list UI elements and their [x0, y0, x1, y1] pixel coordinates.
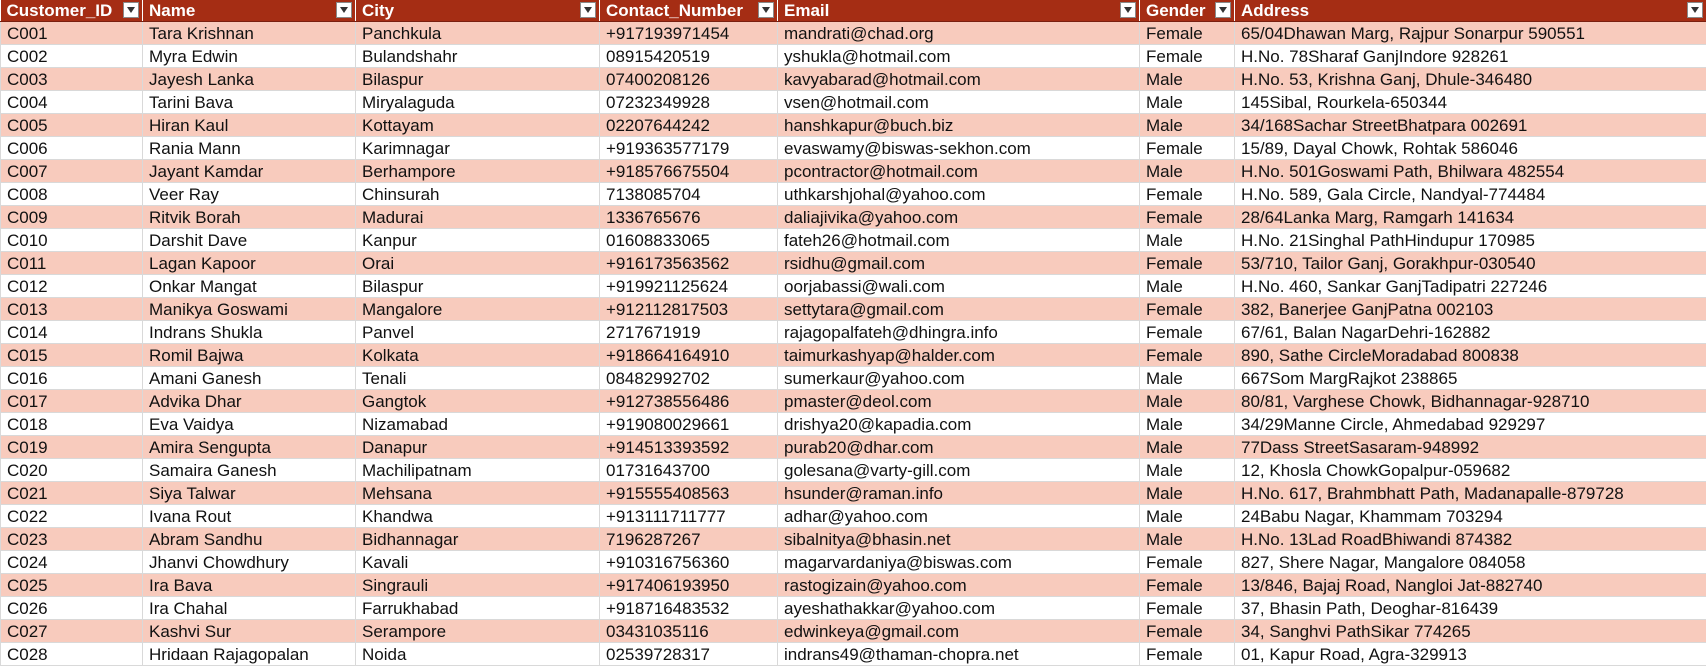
- cell-id[interactable]: C003: [1, 68, 143, 91]
- cell-gender[interactable]: Male: [1140, 68, 1235, 91]
- cell-address[interactable]: 65/04Dhawan Marg, Rajpur Sonarpur 590551: [1235, 22, 1706, 45]
- cell-name[interactable]: Amira Sengupta: [143, 436, 356, 459]
- cell-contact[interactable]: 01731643700: [600, 459, 778, 482]
- cell-contact[interactable]: 03431035116: [600, 620, 778, 643]
- cell-email[interactable]: indrans49@thaman-chopra.net: [778, 643, 1140, 666]
- cell-name[interactable]: Hridaan Rajagopalan: [143, 643, 356, 666]
- column-header-label: Email: [784, 1, 830, 20]
- cell-address[interactable]: 13/846, Bajaj Road, Nangloi Jat-882740: [1235, 574, 1706, 597]
- cell-address[interactable]: 53/710, Tailor Ganj, Gorakhpur-030540: [1235, 252, 1706, 275]
- chevron-down-icon: [127, 7, 135, 13]
- cell-email[interactable]: yshukla@hotmail.com: [778, 45, 1140, 68]
- cell-gender[interactable]: Female: [1140, 321, 1235, 344]
- cell-email[interactable]: daliajivika@yahoo.com: [778, 206, 1140, 229]
- table-row: [1, 137, 1706, 160]
- cell-city[interactable]: Serampore: [356, 620, 600, 643]
- cell-name[interactable]: Lagan Kapoor: [143, 252, 356, 275]
- cell-address[interactable]: 34/29Manne Circle, Ahmedabad 929297: [1235, 413, 1706, 436]
- cell-email[interactable]: vsen@hotmail.com: [778, 91, 1140, 114]
- table-row: [1, 206, 1706, 229]
- chevron-down-icon: [1219, 7, 1227, 13]
- cell-id[interactable]: C009: [1, 206, 143, 229]
- filter-dropdown-button[interactable]: [758, 2, 774, 18]
- column-header-contact[interactable]: [600, 0, 778, 22]
- cell-contact[interactable]: +917406193950: [600, 574, 778, 597]
- column-header-address[interactable]: [1235, 0, 1706, 22]
- cell-city[interactable]: Kottayam: [356, 114, 600, 137]
- cell-name[interactable]: Jayesh Lanka: [143, 68, 356, 91]
- column-header-label: Contact_Number: [606, 1, 743, 20]
- cell-gender[interactable]: Female: [1140, 620, 1235, 643]
- cell-name[interactable]: Siya Talwar: [143, 482, 356, 505]
- cell-email[interactable]: hanshkapur@buch.biz: [778, 114, 1140, 137]
- cell-gender[interactable]: Male: [1140, 528, 1235, 551]
- cell-address[interactable]: 80/81, Varghese Chowk, Bidhannagar-928710: [1235, 390, 1706, 413]
- cell-email[interactable]: pmaster@deol.com: [778, 390, 1140, 413]
- table-body: [1, 22, 1706, 666]
- cell-email[interactable]: purab20@dhar.com: [778, 436, 1140, 459]
- cell-gender[interactable]: Male: [1140, 436, 1235, 459]
- cell-name[interactable]: Hiran Kaul: [143, 114, 356, 137]
- chevron-down-icon: [584, 7, 592, 13]
- cell-email[interactable]: kavyabarad@hotmail.com: [778, 68, 1140, 91]
- cell-address[interactable]: 77Dass StreetSasaram-948992: [1235, 436, 1706, 459]
- cell-city[interactable]: Miryalaguda: [356, 91, 600, 114]
- cell-address[interactable]: H.No. 460, Sankar GanjTadipatri 227246: [1235, 275, 1706, 298]
- table-row: [1, 68, 1706, 91]
- cell-gender[interactable]: Female: [1140, 298, 1235, 321]
- table-row: [1, 229, 1706, 252]
- cell-email[interactable]: magarvardaniya@biswas.com: [778, 551, 1140, 574]
- cell-id[interactable]: C004: [1, 91, 143, 114]
- column-header-label: Address: [1241, 1, 1310, 20]
- cell-contact[interactable]: +919080029661: [600, 413, 778, 436]
- cell-address[interactable]: 24Babu Nagar, Khammam 703294: [1235, 505, 1706, 528]
- cell-email[interactable]: evaswamy@biswas-sekhon.com: [778, 137, 1140, 160]
- cell-email[interactable]: mandrati@chad.org: [778, 22, 1140, 45]
- cell-name[interactable]: Onkar Mangat: [143, 275, 356, 298]
- chevron-down-icon: [1691, 7, 1699, 13]
- cell-address[interactable]: H.No. 78Sharaf GanjIndore 928261: [1235, 45, 1706, 68]
- column-header-city[interactable]: [356, 0, 600, 22]
- cell-name[interactable]: Ira Bava: [143, 574, 356, 597]
- cell-address[interactable]: 01, Kapur Road, Agra-329913: [1235, 643, 1706, 666]
- cell-city[interactable]: Karimnagar: [356, 137, 600, 160]
- cell-email[interactable]: sumerkaur@yahoo.com: [778, 367, 1140, 390]
- cell-contact[interactable]: +918664164910: [600, 344, 778, 367]
- cell-address[interactable]: 34, Sanghvi PathSikar 774265: [1235, 620, 1706, 643]
- column-header-label: Gender: [1146, 1, 1206, 20]
- cell-id[interactable]: C015: [1, 344, 143, 367]
- table-row: [1, 390, 1706, 413]
- cell-contact[interactable]: +917193971454: [600, 22, 778, 45]
- cell-id[interactable]: C007: [1, 160, 143, 183]
- filter-dropdown-button[interactable]: [336, 2, 352, 18]
- cell-email[interactable]: oorjabassi@wali.com: [778, 275, 1140, 298]
- table-row: [1, 114, 1706, 137]
- cell-name[interactable]: Tarini Bava: [143, 91, 356, 114]
- cell-city[interactable]: Bilaspur: [356, 68, 600, 91]
- cell-contact[interactable]: +912112817503: [600, 298, 778, 321]
- cell-id[interactable]: C023: [1, 528, 143, 551]
- cell-gender[interactable]: Male: [1140, 505, 1235, 528]
- cell-city[interactable]: Kavali: [356, 551, 600, 574]
- cell-contact[interactable]: 07400208126: [600, 68, 778, 91]
- cell-city[interactable]: Farrukhabad: [356, 597, 600, 620]
- cell-contact[interactable]: +913111711777: [600, 505, 778, 528]
- column-header-gender[interactable]: [1140, 0, 1235, 22]
- cell-gender[interactable]: Male: [1140, 229, 1235, 252]
- cell-id[interactable]: C008: [1, 183, 143, 206]
- table-row: [1, 45, 1706, 68]
- table-row: [1, 528, 1706, 551]
- cell-address[interactable]: H.No. 501Goswami Path, Bhilwara 482554: [1235, 160, 1706, 183]
- column-header-email[interactable]: [778, 0, 1140, 22]
- cell-id[interactable]: C013: [1, 298, 143, 321]
- cell-name[interactable]: Rania Mann: [143, 137, 356, 160]
- cell-gender[interactable]: Male: [1140, 275, 1235, 298]
- cell-contact[interactable]: 7196287267: [600, 528, 778, 551]
- cell-city[interactable]: Nizamabad: [356, 413, 600, 436]
- cell-city[interactable]: Danapur: [356, 436, 600, 459]
- table-row: [1, 22, 1706, 45]
- cell-contact[interactable]: +918716483532: [600, 597, 778, 620]
- cell-email[interactable]: adhar@yahoo.com: [778, 505, 1140, 528]
- cell-name[interactable]: Eva Vaidya: [143, 413, 356, 436]
- cell-contact[interactable]: +915555408563: [600, 482, 778, 505]
- column-header-label: City: [362, 1, 395, 20]
- cell-city[interactable]: Bidhannagar: [356, 528, 600, 551]
- cell-name[interactable]: Myra Edwin: [143, 45, 356, 68]
- cell-address[interactable]: 667Som MargRajkot 238865: [1235, 367, 1706, 390]
- cell-email[interactable]: hsunder@raman.info: [778, 482, 1140, 505]
- cell-city[interactable]: Mehsana: [356, 482, 600, 505]
- column-header-label: Customer_ID: [6, 1, 113, 20]
- table-row: [1, 459, 1706, 482]
- cell-email[interactable]: sibalnitya@bhasin.net: [778, 528, 1140, 551]
- cell-city[interactable]: Panchkula: [356, 22, 600, 45]
- table-row: [1, 321, 1706, 344]
- cell-address[interactable]: H.No. 617, Brahmbhatt Path, Madanapalle-879728: [1235, 482, 1706, 505]
- cell-email[interactable]: rastogizain@yahoo.com: [778, 574, 1140, 597]
- cell-city[interactable]: Mangalore: [356, 298, 600, 321]
- cell-gender[interactable]: Female: [1140, 206, 1235, 229]
- cell-gender[interactable]: Female: [1140, 22, 1235, 45]
- filter-dropdown-button[interactable]: [123, 2, 139, 18]
- cell-id[interactable]: C021: [1, 482, 143, 505]
- cell-id[interactable]: C005: [1, 114, 143, 137]
- cell-gender[interactable]: Male: [1140, 459, 1235, 482]
- table-row: [1, 252, 1706, 275]
- cell-name[interactable]: Ira Chahal: [143, 597, 356, 620]
- cell-name[interactable]: Ivana Rout: [143, 505, 356, 528]
- cell-name[interactable]: Kashvi Sur: [143, 620, 356, 643]
- cell-gender[interactable]: Female: [1140, 252, 1235, 275]
- cell-id[interactable]: C012: [1, 275, 143, 298]
- cell-id[interactable]: C010: [1, 229, 143, 252]
- cell-city[interactable]: Orai: [356, 252, 600, 275]
- cell-email[interactable]: ayeshathakkar@yahoo.com: [778, 597, 1140, 620]
- cell-contact[interactable]: +914513393592: [600, 436, 778, 459]
- chevron-down-icon: [340, 7, 348, 13]
- cell-id[interactable]: C019: [1, 436, 143, 459]
- cell-address[interactable]: H.No. 13Lad RoadBhiwandi 874382: [1235, 528, 1706, 551]
- cell-name[interactable]: Darshit Dave: [143, 229, 356, 252]
- chevron-down-icon: [762, 7, 770, 13]
- cell-name[interactable]: Tara Krishnan: [143, 22, 356, 45]
- cell-contact[interactable]: +910316756360: [600, 551, 778, 574]
- cell-gender[interactable]: Female: [1140, 643, 1235, 666]
- cell-gender[interactable]: Male: [1140, 367, 1235, 390]
- cell-address[interactable]: 67/61, Balan NagarDehri-162882: [1235, 321, 1706, 344]
- cell-address[interactable]: H.No. 21Singhal PathHindupur 170985: [1235, 229, 1706, 252]
- cell-name[interactable]: Romil Bajwa: [143, 344, 356, 367]
- cell-email[interactable]: drishya20@kapadia.com: [778, 413, 1140, 436]
- column-header-id[interactable]: [1, 0, 143, 22]
- table-row: [1, 91, 1706, 114]
- cell-name[interactable]: Veer Ray: [143, 183, 356, 206]
- cell-contact[interactable]: 1336765676: [600, 206, 778, 229]
- cell-address[interactable]: 34/168Sachar StreetBhatpara 002691: [1235, 114, 1706, 137]
- cell-city[interactable]: Bulandshahr: [356, 45, 600, 68]
- cell-address[interactable]: H.No. 53, Krishna Ganj, Dhule-346480: [1235, 68, 1706, 91]
- cell-address[interactable]: 15/89, Dayal Chowk, Rohtak 586046: [1235, 137, 1706, 160]
- filter-dropdown-button[interactable]: [580, 2, 596, 18]
- cell-name[interactable]: Abram Sandhu: [143, 528, 356, 551]
- cell-email[interactable]: edwinkeya@gmail.com: [778, 620, 1140, 643]
- cell-id[interactable]: C001: [1, 22, 143, 45]
- cell-address[interactable]: 890, Sathe CircleMoradabad 800838: [1235, 344, 1706, 367]
- table-row: [1, 275, 1706, 298]
- cell-id[interactable]: C027: [1, 620, 143, 643]
- cell-contact[interactable]: 08482992702: [600, 367, 778, 390]
- table-row: [1, 183, 1706, 206]
- cell-name[interactable]: Ritvik Borah: [143, 206, 356, 229]
- cell-contact[interactable]: +918576675504: [600, 160, 778, 183]
- table-row: [1, 482, 1706, 505]
- cell-name[interactable]: Jayant Kamdar: [143, 160, 356, 183]
- cell-name[interactable]: Manikya Goswami: [143, 298, 356, 321]
- cell-id[interactable]: C011: [1, 252, 143, 275]
- cell-contact[interactable]: 02539728317: [600, 643, 778, 666]
- cell-id[interactable]: C006: [1, 137, 143, 160]
- table-row: [1, 551, 1706, 574]
- chevron-down-icon: [1124, 7, 1132, 13]
- cell-city[interactable]: Noida: [356, 643, 600, 666]
- cell-city[interactable]: Khandwa: [356, 505, 600, 528]
- table-row: [1, 160, 1706, 183]
- cell-gender[interactable]: Female: [1140, 597, 1235, 620]
- table-header: [1, 0, 1706, 22]
- table-row: [1, 643, 1706, 666]
- cell-id[interactable]: C026: [1, 597, 143, 620]
- cell-gender[interactable]: Male: [1140, 413, 1235, 436]
- cell-gender[interactable]: Male: [1140, 160, 1235, 183]
- cell-id[interactable]: C022: [1, 505, 143, 528]
- cell-city[interactable]: Singrauli: [356, 574, 600, 597]
- cell-city[interactable]: Bilaspur: [356, 275, 600, 298]
- cell-city[interactable]: Chinsurah: [356, 183, 600, 206]
- table-row: [1, 505, 1706, 528]
- column-header-name[interactable]: [143, 0, 356, 22]
- cell-id[interactable]: C024: [1, 551, 143, 574]
- cell-city[interactable]: Berhampore: [356, 160, 600, 183]
- table-row: [1, 436, 1706, 459]
- cell-contact[interactable]: 02207644242: [600, 114, 778, 137]
- cell-gender[interactable]: Female: [1140, 137, 1235, 160]
- table-row: [1, 413, 1706, 436]
- cell-contact[interactable]: 2717671919: [600, 321, 778, 344]
- cell-email[interactable]: fateh26@hotmail.com: [778, 229, 1140, 252]
- cell-contact[interactable]: 08915420519: [600, 45, 778, 68]
- cell-city[interactable]: Kanpur: [356, 229, 600, 252]
- cell-gender[interactable]: Female: [1140, 45, 1235, 68]
- cell-id[interactable]: C025: [1, 574, 143, 597]
- cell-name[interactable]: Indrans Shukla: [143, 321, 356, 344]
- cell-id[interactable]: C028: [1, 643, 143, 666]
- cell-id[interactable]: C016: [1, 367, 143, 390]
- filter-dropdown-button[interactable]: [1120, 2, 1136, 18]
- cell-address[interactable]: 145Sibal, Rourkela-650344: [1235, 91, 1706, 114]
- cell-email[interactable]: uthkarshjohal@yahoo.com: [778, 183, 1140, 206]
- cell-city[interactable]: Kolkata: [356, 344, 600, 367]
- cell-address[interactable]: 28/64Lanka Marg, Ramgarh 141634: [1235, 206, 1706, 229]
- cell-id[interactable]: C020: [1, 459, 143, 482]
- table-row: [1, 344, 1706, 367]
- cell-city[interactable]: Panvel: [356, 321, 600, 344]
- cell-id[interactable]: C018: [1, 413, 143, 436]
- table-row: [1, 298, 1706, 321]
- cell-email[interactable]: rsidhu@gmail.com: [778, 252, 1140, 275]
- cell-gender[interactable]: Female: [1140, 344, 1235, 367]
- cell-name[interactable]: Amani Ganesh: [143, 367, 356, 390]
- cell-address[interactable]: 827, Shere Nagar, Mangalore 084058: [1235, 551, 1706, 574]
- cell-id[interactable]: C002: [1, 45, 143, 68]
- cell-gender[interactable]: Male: [1140, 91, 1235, 114]
- cell-address[interactable]: H.No. 589, Gala Circle, Nandyal-774484: [1235, 183, 1706, 206]
- cell-gender[interactable]: Female: [1140, 183, 1235, 206]
- cell-name[interactable]: Advika Dhar: [143, 390, 356, 413]
- cell-address[interactable]: 12, Khosla ChowkGopalpur-059682: [1235, 459, 1706, 482]
- cell-id[interactable]: C014: [1, 321, 143, 344]
- cell-contact[interactable]: +916173563562: [600, 252, 778, 275]
- table-row: [1, 574, 1706, 597]
- table-row: [1, 620, 1706, 643]
- table-row: [1, 367, 1706, 390]
- cell-name[interactable]: Jhanvi Chowdhury: [143, 551, 356, 574]
- cell-gender[interactable]: Male: [1140, 114, 1235, 137]
- cell-city[interactable]: Madurai: [356, 206, 600, 229]
- cell-address[interactable]: 37, Bhasin Path, Deoghar-816439: [1235, 597, 1706, 620]
- cell-gender[interactable]: Female: [1140, 551, 1235, 574]
- table-row: [1, 597, 1706, 620]
- cell-contact[interactable]: 07232349928: [600, 91, 778, 114]
- cell-address[interactable]: 382, Banerjee GanjPatna 002103: [1235, 298, 1706, 321]
- cell-email[interactable]: golesana@varty-gill.com: [778, 459, 1140, 482]
- cell-city[interactable]: Machilipatnam: [356, 459, 600, 482]
- cell-gender[interactable]: Male: [1140, 390, 1235, 413]
- filter-dropdown-button[interactable]: [1687, 2, 1703, 18]
- cell-contact[interactable]: 01608833065: [600, 229, 778, 252]
- cell-gender[interactable]: Male: [1140, 482, 1235, 505]
- cell-city[interactable]: Tenali: [356, 367, 600, 390]
- cell-contact[interactable]: +912738556486: [600, 390, 778, 413]
- cell-email[interactable]: pcontractor@hotmail.com: [778, 160, 1140, 183]
- cell-email[interactable]: taimurkashyap@halder.com: [778, 344, 1140, 367]
- cell-gender[interactable]: Female: [1140, 574, 1235, 597]
- cell-contact[interactable]: 7138085704: [600, 183, 778, 206]
- cell-contact[interactable]: +919363577179: [600, 137, 778, 160]
- cell-name[interactable]: Samaira Ganesh: [143, 459, 356, 482]
- cell-city[interactable]: Gangtok: [356, 390, 600, 413]
- column-header-label: Name: [149, 1, 196, 20]
- cell-contact[interactable]: +919921125624: [600, 275, 778, 298]
- cell-email[interactable]: rajagopalfateh@dhingra.info: [778, 321, 1140, 344]
- cell-id[interactable]: C017: [1, 390, 143, 413]
- cell-email[interactable]: settytara@gmail.com: [778, 298, 1140, 321]
- header-row: [1, 0, 1706, 22]
- filter-dropdown-button[interactable]: [1215, 2, 1231, 18]
